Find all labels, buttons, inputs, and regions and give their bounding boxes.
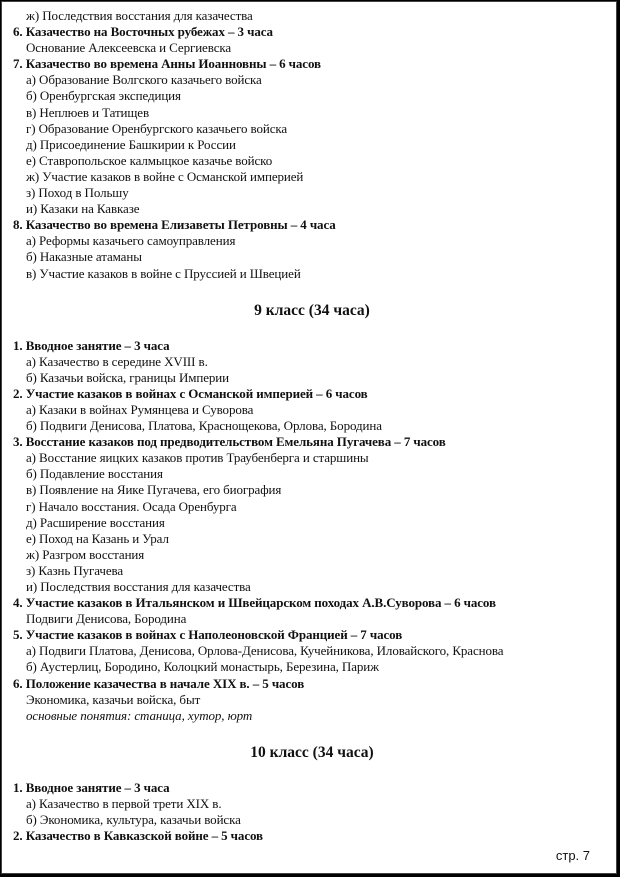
list-item: в) Участие казаков в войне с Пруссией и Швецией: [26, 265, 301, 281]
list-item: г) Начало восстания. Осада Оренбурга: [26, 498, 237, 514]
list-item: е) Ставропольское калмыцкое казачье войско: [26, 152, 273, 168]
grade-title: 9 класс (34 часа): [254, 301, 370, 319]
topic-heading: 8. Казачество во времена Елизаветы Петровны – 4 часа: [13, 217, 336, 233]
list-item: а) Казаки в войнах Румянцева и Суворова: [26, 401, 254, 417]
list-item: з) Поход в Польшу: [26, 185, 129, 201]
list-item: б) Казачьи войска, границы Империи: [26, 369, 230, 385]
grade-title: 10 класс (34 часа): [250, 743, 374, 761]
list-item: а) Подвиги Платова, Денисова, Орлова-Денисова, Кучейникова, Иловайского, Краснова: [26, 643, 504, 659]
list-item: а) Реформы казачьего самоуправления: [26, 233, 236, 249]
page-number: стр. 7: [555, 848, 590, 863]
topic-heading: 6. Казачество на Восточных рубежах – 3 часа: [13, 24, 273, 40]
list-item: б) Наказные атаманы: [26, 249, 142, 265]
topic-heading: 2. Участие казаков в войнах с Османской империей – 6 часов: [13, 385, 368, 401]
list-item: Основание Алексеевска и Сергиевска: [26, 40, 232, 56]
topic-heading: 1. Вводное занятие – 3 часа: [13, 337, 170, 353]
list-item: б) Аустерлиц, Бородино, Колоцкий монастырь, Березина, Париж: [26, 659, 380, 675]
list-item: а) Восстание яицких казаков против Траубенберга и старшины: [26, 450, 369, 466]
list-item: ж) Участие казаков в войне с Османской империей: [26, 168, 304, 184]
list-item: б) Оренбургская экспедиция: [26, 88, 181, 104]
section-grade-10: [13, 732, 611, 844]
list-item: з) Казнь Пугачева: [26, 562, 124, 578]
list-item: б) Подавление восстания: [26, 466, 163, 482]
list-item: в) Неплюев и Татищев: [26, 104, 150, 120]
list-item: д) Расширение восстания: [26, 514, 165, 530]
topic-heading: 5. Участие казаков в войнах с Наполеоновской Францией – 7 часов: [13, 627, 403, 643]
list-item: и) Последствия восстания для казачества: [26, 579, 251, 594]
list-item: ж) Разгром восстания: [26, 546, 145, 562]
list-item: б) Экономика, культура, казачьи войска: [26, 812, 241, 828]
list-item: Экономика, казачьи войска, быт: [26, 691, 201, 707]
key-concepts-note: основные понятия: станица, хутор, юрт: [26, 707, 253, 723]
list-item: в) Появление на Яике Пугачева, его биография: [26, 482, 282, 498]
topic-heading: 4. Участие казаков в Итальянском и Швейцарском походах А.В.Суворова – 6 часов: [13, 595, 496, 611]
list-item: Подвиги Денисова, Бородина: [26, 611, 187, 627]
topic-heading: 7. Казачество во времена Анны Иоанновны – 6 часов: [13, 56, 321, 72]
section-continuation: [13, 8, 611, 282]
list-item: а) Казачество в середине XVIII в.: [26, 353, 208, 369]
topic-heading: 6. Положение казачества в начале XIX в. – 5 часов: [13, 675, 305, 691]
curriculum-content: [13, 8, 611, 844]
list-item: б) Подвиги Денисова, Платова, Краснощекова, Орлова, Бородина: [26, 418, 382, 434]
section-grade-9: [13, 290, 611, 724]
list-item: а) Казачество в первой трети XIX в.: [26, 795, 222, 811]
document-page: [1, 1, 617, 874]
list-item: а) Образование Волгского казачьего войска: [26, 72, 262, 88]
list-item: г) Образование Оренбургского казачьего войска: [26, 120, 288, 136]
list-item: ж) Последствия восстания для казачества: [26, 8, 253, 23]
list-item: д) Присоединение Башкирии к России: [26, 136, 236, 152]
topic-heading: 1. Вводное занятие – 3 часа: [13, 779, 170, 795]
topic-heading: 3. Восстание казаков под предводительством Емельяна Пугачева – 7 часов: [13, 434, 446, 450]
list-item: и) Казаки на Кавказе: [26, 201, 140, 217]
topic-heading: 2. Казачество в Кавказской войне – 5 часов: [13, 828, 263, 844]
list-item: е) Поход на Казань и Урал: [26, 530, 169, 546]
